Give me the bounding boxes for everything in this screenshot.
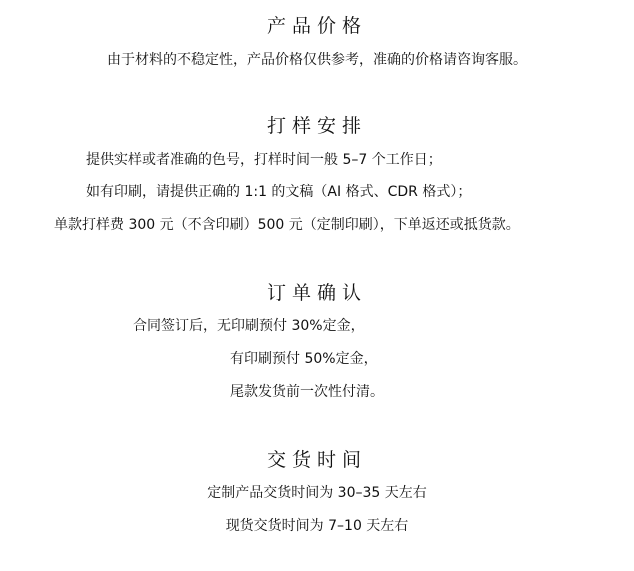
- section-heading-sampling: 打样安排: [266, 115, 367, 137]
- sampling-line-2: 如有印刷，请提供正确的 1:1 的文稿（AI 格式、CDR 格式）；: [86, 184, 472, 200]
- section-heading-price: 产品价格: [266, 15, 367, 37]
- delivery-line-1: 定制产品交货时间为 30–35 天左右: [207, 485, 427, 501]
- order-line-3: 尾款发货前一次性付清。: [230, 384, 384, 400]
- sampling-line-3: 单款打样费 300 元（不含印刷）500 元（定制印刷），下单返还或抵货款。: [54, 217, 520, 233]
- order-line-1: 合同签订后，无印刷预付 30%定金，: [133, 318, 365, 334]
- order-line-2: 有印刷预付 50%定金，: [230, 351, 378, 367]
- section-heading-order: 订单确认: [266, 282, 367, 304]
- delivery-line-2: 现货交货时间为 7–10 天左右: [225, 518, 409, 534]
- price-note-line: 由于材料的不稳定性，产品价格仅供参考，准确的价格请咨询客服。: [107, 52, 527, 68]
- sampling-line-1: 提供实样或者准确的色号，打样时间一般 5–7 个工作日；: [86, 152, 442, 168]
- section-heading-delivery: 交货时间: [266, 449, 367, 471]
